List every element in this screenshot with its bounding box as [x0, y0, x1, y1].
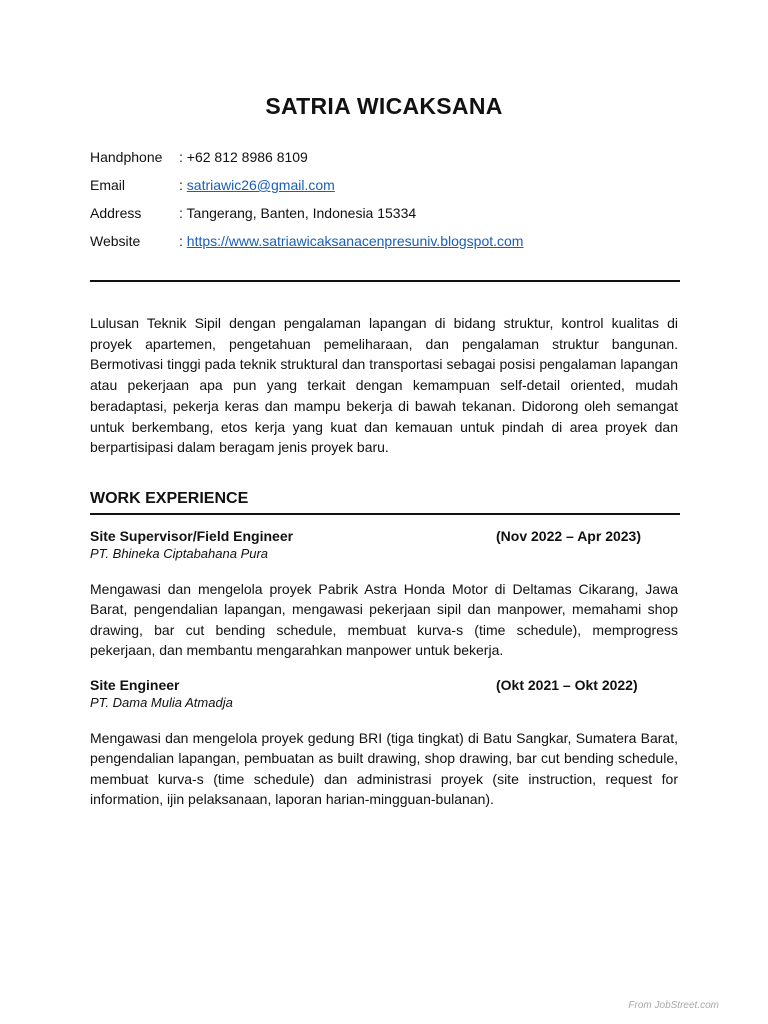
job-position: Site Supervisor/Field Engineer: [90, 528, 294, 544]
job-entry: [90, 527, 678, 660]
work-experience-heading: WORK EXPERIENCE: [90, 490, 249, 507]
job-company: PT. Bhineka Ciptabahana Pura: [90, 546, 269, 561]
contact-row-website: [90, 232, 680, 260]
job-header: [90, 676, 678, 694]
phone-value: : +62 812 8986 8109: [179, 149, 308, 165]
contact-row-address: [90, 204, 680, 232]
email-label: Email: [90, 177, 126, 193]
job-description: Mengawasi dan mengelola proyek Pabrik Astra Honda Motor di Deltamas Cikarang, Jawa Barat, pengendalian lapangan, mengawasi pekerjaan sipil dan manpower, memahami shop drawing, bar cut bending schedule, membuat kurva-s (time schedule), memprogress pekerjaan, dan membantu mengarahkan manpower untuk bekerja.: [90, 581, 678, 658]
website-label: Website: [90, 233, 141, 249]
phone-label: Handphone: [90, 149, 163, 165]
header-divider: [90, 280, 680, 282]
profile-summary: Lulusan Teknik Sipil dengan pengalaman lapangan di bidang struktur, kontrol kualitas di proyek apartemen, pengetahuan pemeliharaan, dan pengalaman struktur bangunan. Bermotivasi tinggi pada teknik struktural dan transportasi sebagai posisi pengalaman lapangan atau pekerjaan apa pun yang terkait dengan kemampuan self-detail oriented, mudah beradaptasi, pekerja keras dan mampu bekerja di bawah tekanan. Didorong oleh semangat untuk berkembang, etos kerja yang kuat dan kemauan untuk pindah di area proyek dan berpartisipasi dalam beragam jenis proyek baru.: [90, 315, 678, 456]
job-entry: [90, 676, 678, 809]
contact-info: [90, 148, 680, 260]
email-link[interactable]: satriawic26@gmail.com: [186, 177, 335, 193]
job-position: Site Engineer: [90, 677, 180, 693]
contact-row-phone: [90, 148, 680, 176]
address-label: Address: [90, 205, 142, 221]
section-divider: [90, 513, 680, 515]
source-watermark: From JobStreet.com: [628, 1000, 719, 1011]
contact-row-email: [90, 176, 680, 204]
job-dates: (Nov 2022 – Apr 2023): [496, 528, 641, 544]
job-description: Mengawasi dan mengelola proyek gedung BRI (tiga tingkat) di Batu Sangkar, Sumatera Barat, pengendalian lapangan, pembuatan as built drawing, shop drawing, bar cut bending schedule, membuat kurva-s (time schedule) dan administrasi proyek (site instruction, request for information, ijin pelaksanaan, laporan harian-mingguan-bulanan).: [90, 730, 678, 807]
job-header: [90, 527, 678, 545]
job-dates: (Okt 2021 – Okt 2022): [496, 677, 638, 693]
website-prefix: :: [179, 233, 187, 249]
candidate-name: SATRIA WICAKSANA: [265, 93, 503, 119]
email-prefix: :: [179, 177, 187, 193]
website-link[interactable]: https://www.satriawicaksanacenpresuniv.blogspot.com: [186, 233, 524, 249]
job-company: PT. Dama Mulia Atmadja: [90, 695, 233, 710]
address-value: : Tangerang, Banten, Indonesia 15334: [179, 205, 417, 221]
